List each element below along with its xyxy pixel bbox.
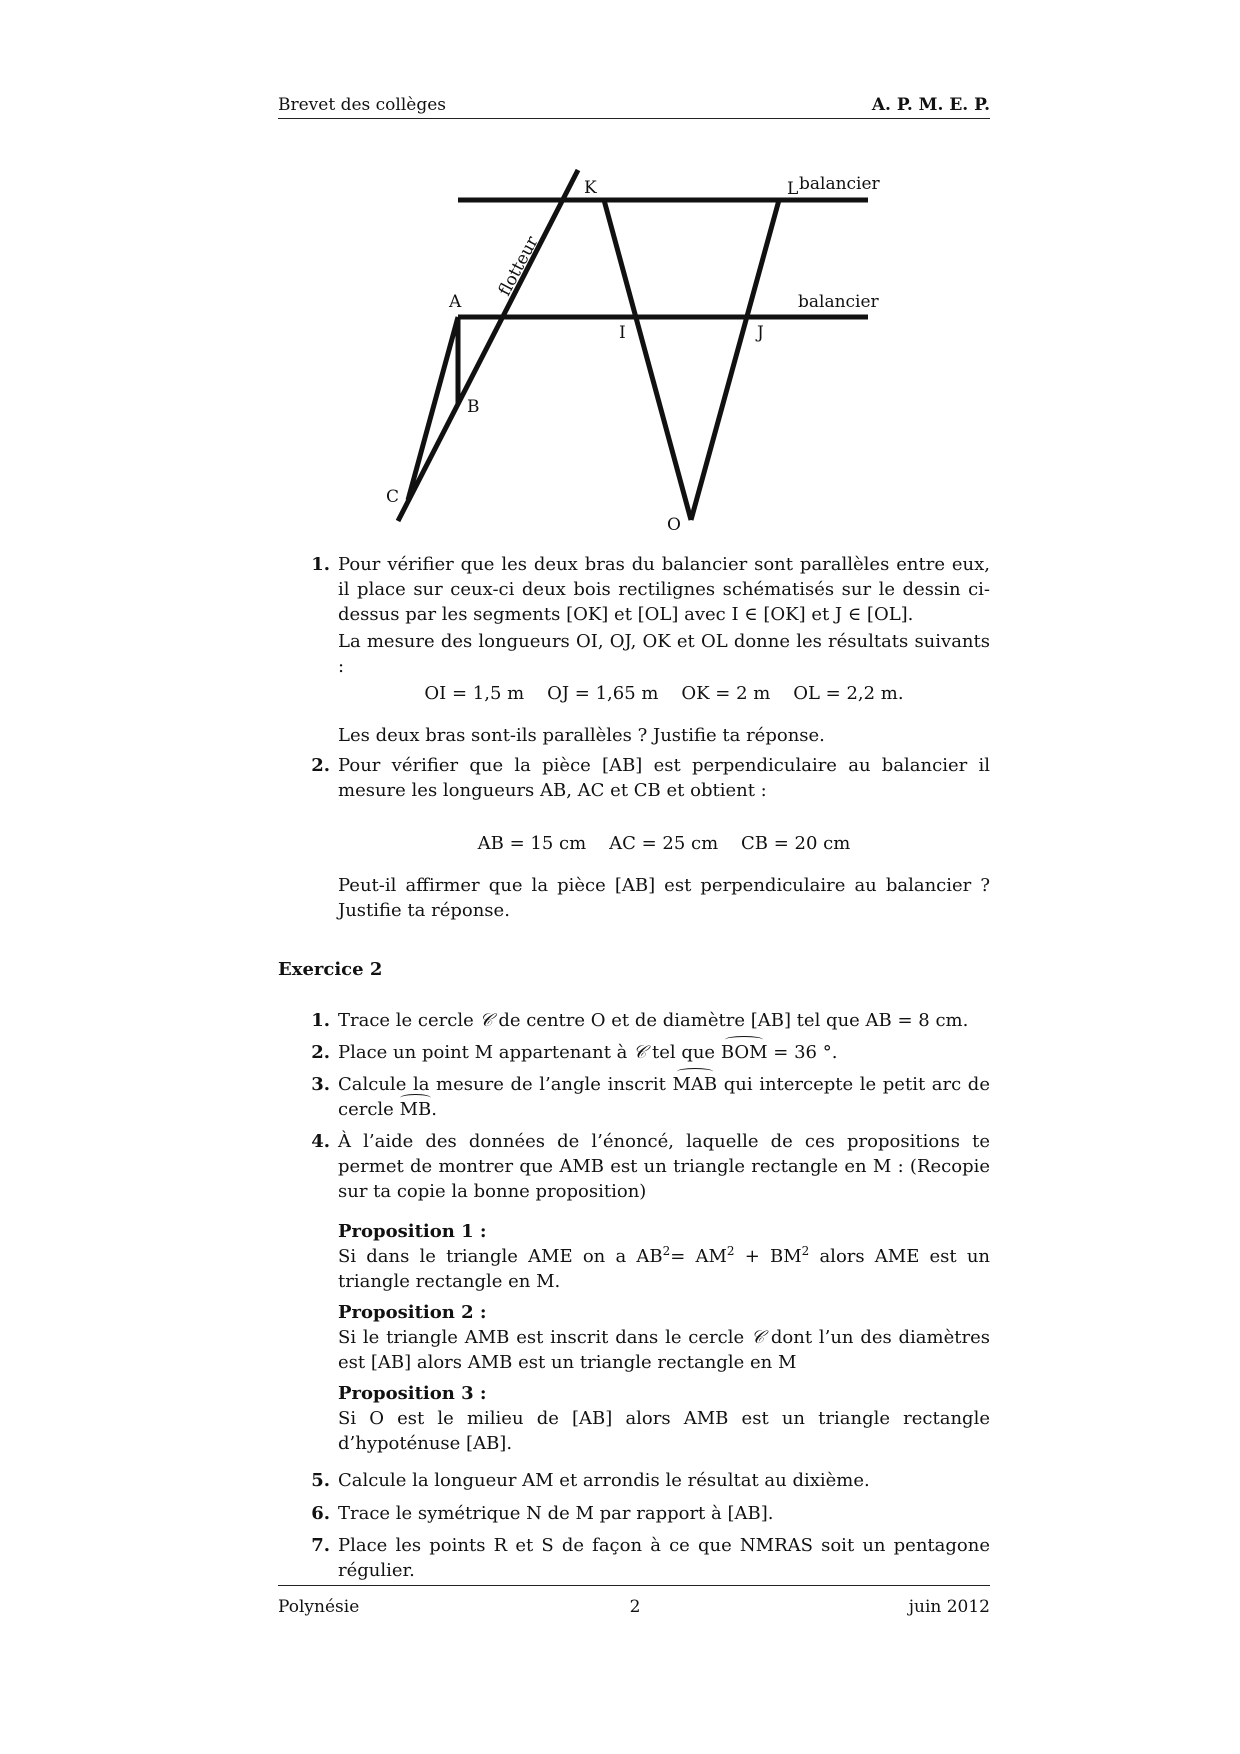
label-O: O [667,515,681,535]
label-C: C [386,487,400,507]
angle-MAB: MAB [672,1074,718,1095]
ex2-q1-number: 1. [311,1010,330,1031]
ex2-q2-number: 2. [311,1042,330,1063]
footer-left: Polynésie [278,1597,360,1617]
ex2-title: Exercice 2 [278,959,383,980]
label-flotteur: flotteur [494,233,543,300]
ex1-q2-number: 2. [311,755,330,776]
label-I: I [619,323,626,343]
proposition-3-text: Si O est le milieu de [AB] alors AMB est un triangle rectangle d’hypoténuse [AB]. [338,1408,990,1454]
ex1-q1-text: Pour vérifier que les deux bras du balancier sont parallèles entre eux, il place sur ceux-ci deux bois rectilignes schématisés sur le dessin ci-dessus par les segments [OK] et [OL] avec I ∈ [OK] et J ∈ [OL]. [338,554,990,625]
label-J: J [757,323,764,343]
proposition-3-title: Proposition 3 : [338,1383,487,1404]
header-right: A. P. M. E. P. [871,95,990,115]
proposition-2-text: Si le triangle AMB est inscrit dans le cercle 𝒞 dont l’un des diamètres est [AB] alors AMB est un triangle rectangle en M [338,1327,990,1373]
ex1-q2-question: Peut-il affirmer que la pièce [AB] est perpendiculaire au balancier ? Justifie ta réponse. [338,875,990,921]
label-A: A [449,292,462,312]
ex2-q3-text: Calcule la mesure de l’angle inscrit MAB qui intercepte le petit arc de cercle MB. [338,1074,990,1120]
ex2-q6-number: 6. [311,1503,330,1524]
ex1-q1-formula: OI = 1,5 m OJ = 1,65 m OK = 2 m OL = 2,2 m. [424,683,904,704]
ex2-q2-text: Place un point M appartenant à 𝒞 tel que BOM = 36 °. [338,1042,838,1063]
ex2-q3-number: 3. [311,1074,330,1095]
ex2-q7-text: Place les points R et S de façon à ce que NMRAS soit un pentagone régulier. [338,1535,990,1581]
ex1-q1-question: Les deux bras sont-ils parallèles ? Justifie ta réponse. [338,725,825,746]
ex2-q1-text: Trace le cercle 𝒞 de centre O et de diamètre [AB] tel que AB = 8 cm. [338,1010,969,1031]
footer-rule [278,1585,990,1586]
page-number: 2 [629,1597,641,1617]
ex1-q2-text: Pour vérifier que la pièce [AB] est perpendiculaire au balancier il mesure les longueurs AB, AC et CB et obtient : [338,755,990,801]
segment-AC [408,317,458,500]
arc-MB: MB [399,1099,432,1120]
ex2-q4-text: À l’aide des données de l’énoncé, laquelle de ces propositions te permet de montrer que AMB est un triangle rectangle en M : (Recopie sur ta copie la bonne proposition) [338,1131,990,1202]
label-L: L [787,179,799,199]
ex1-q2-formula: AB = 15 cm AC = 25 cm CB = 20 cm [477,833,851,854]
ex2-q5-text: Calcule la longueur AM et arrondis le résultat au dixième. [338,1470,870,1491]
ex2-q5-number: 5. [311,1470,330,1491]
label-balancier-top: balancier [799,174,880,194]
segment-OL [691,200,779,520]
proposition-2-title: Proposition 2 : [338,1302,487,1323]
angle-BOM: BOM [720,1042,768,1063]
ex1-q1-number: 1. [311,554,330,575]
label-B: B [467,397,480,417]
ex2-q6-text: Trace le symétrique N de M par rapport à [AB]. [338,1503,774,1524]
ex1-q1-measure-intro: La mesure des longueurs OI, OJ, OK et OL donne les résultats suivants : [338,631,990,677]
ex2-q7-number: 7. [311,1535,330,1556]
balancier-figure [0,0,1240,560]
proposition-1-title: Proposition 1 : [338,1221,487,1242]
label-K: K [584,178,597,198]
segment-OK [604,200,691,520]
header-left: Brevet des collèges [278,95,447,115]
ex2-q4-number: 4. [311,1131,330,1152]
footer-right: juin 2012 [908,1597,990,1617]
proposition-1-text: Si dans le triangle AME on a $AB^2= AM^2 + BM^2$ alors AME est un triangle rectangle en M. [338,1244,991,1292]
label-balancier-mid: balancier [798,292,879,312]
flotteur-line [398,170,578,521]
